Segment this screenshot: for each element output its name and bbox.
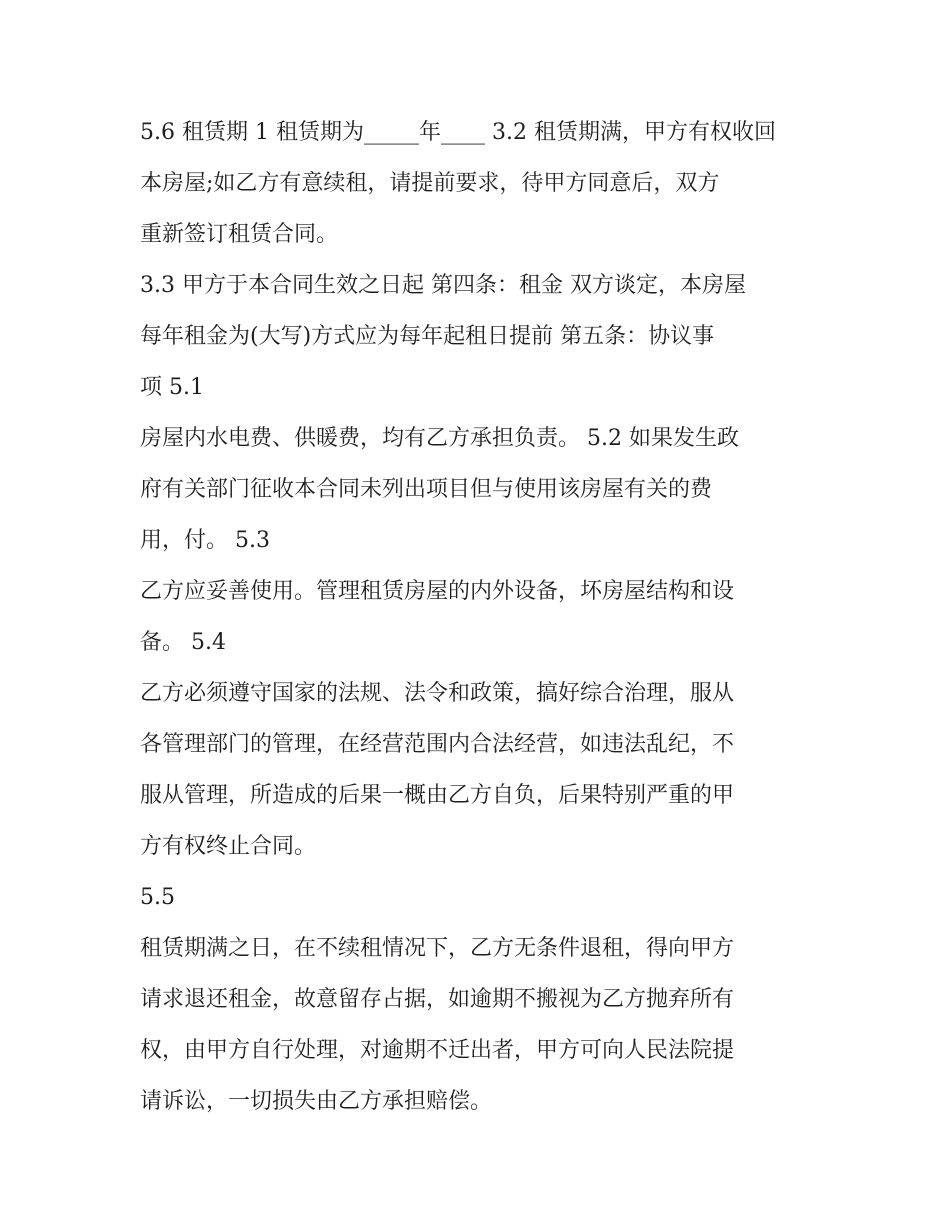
text-line: 重新签订租赁合同。 [140,222,339,247]
text-line: 请求退还租金，故意留存占据，如逾期不搬视为乙方抛弃所有 [140,987,735,1012]
text-line: 5.5 [140,885,175,910]
text-line: 权，由甲方自行处理，对逾期不迁出者，甲方可向人民法院提 [140,1038,735,1063]
text-line: 项 5.1 [140,375,204,400]
text-line: 各管理部门的管理，在经营范围内合法经营，如违法乱纪，不 [140,732,735,757]
text-line: 用，付。 5.3 [140,528,270,553]
text-line: 乙方应妥善使用。管理租赁房屋的内外设备，坏房屋结构和设 [140,579,735,604]
text-line: 备。 5.4 [140,630,226,655]
text-line: 本房屋;如乙方有意续租，请提前要求，待甲方同意后，双方 [140,171,720,196]
text-line: 租赁期满之日，在不续租情况下，乙方无条件退租，得向甲方 [140,936,735,961]
text-line: 服从管理，所造成的后果一概由乙方自负，后果特别严重的甲 [140,783,735,808]
text-line: 乙方必须遵守国家的法规、法令和政策，搞好综合治理，服从 [140,681,735,706]
text-line: 房屋内水电费、供暖费，均有乙方承担负责。 5.2 如果发生政 [140,426,739,451]
text-line: 府有关部门征收本合同未列出项目但与使用该房屋有关的费 [140,477,713,502]
text-line: 请诉讼，一切损失由乙方承担赔偿。 [140,1089,493,1114]
text-line: 3.3 甲方于本合同生效之日起 第四条：租金 双方谈定，本房屋 [140,273,746,298]
document-page [140,107,820,1127]
text-line: 方有权终止合同。 [140,834,317,859]
text-line: 每年租金为(大写)方式应为每年起租日提前 第五条：协议事 [140,324,715,349]
text-line: 5.6 租赁期 1 租赁期为_____年____ 3.2 租赁期满，甲方有权收回 [140,120,776,145]
